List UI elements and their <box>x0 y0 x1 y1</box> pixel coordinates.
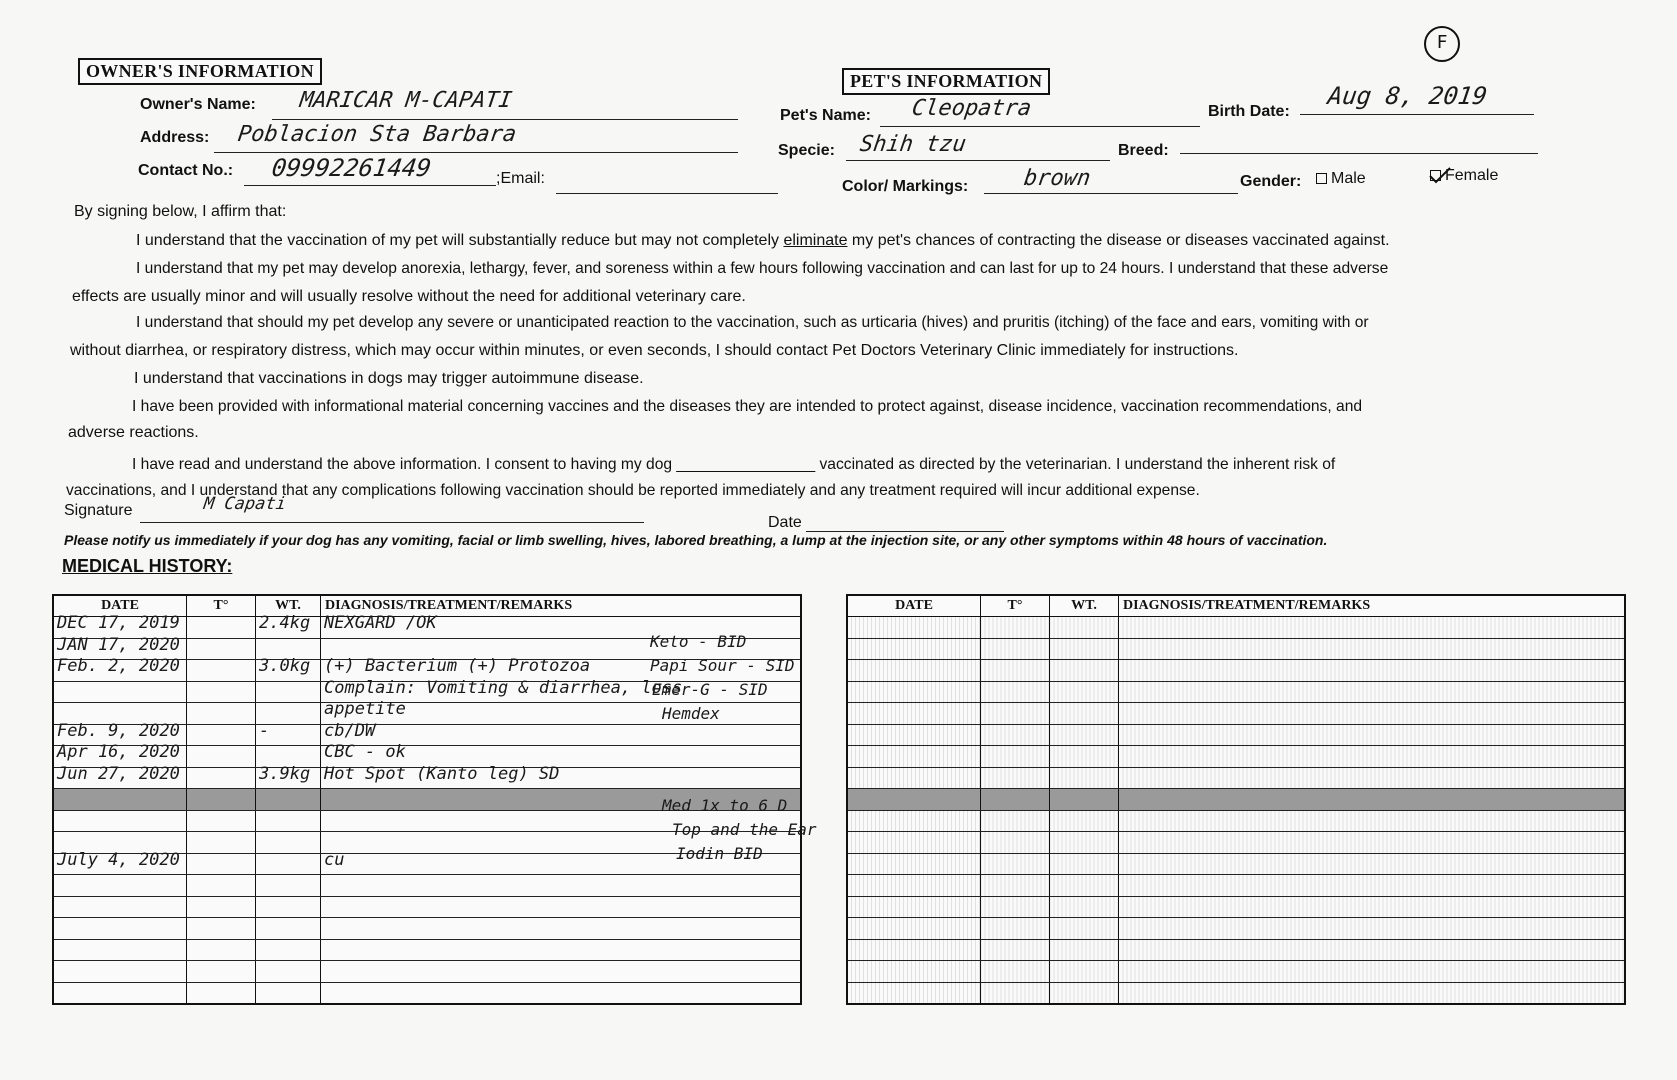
cell-wt[interactable] <box>256 961 321 983</box>
side-note: Iodin BID <box>676 844 763 863</box>
cell-temp[interactable] <box>187 832 256 854</box>
table-row <box>847 810 1625 832</box>
empty-cell[interactable] <box>1119 896 1626 918</box>
address-label: Address: <box>140 129 210 146</box>
specie-value: Shih tzu <box>858 132 968 157</box>
col-weight: WT. <box>256 595 321 617</box>
col-remarks-right: DIAGNOSIS/TREATMENT/REMARKS <box>1119 595 1626 617</box>
empty-cell[interactable] <box>847 724 981 746</box>
consent-paragraph-3a: I understand that should my pet develop any severe or unanticipated reaction to the vaccination, such as urticaria (hives) and pruritis (itching) of the face and ears, vomiting with or <box>136 314 1369 331</box>
consent-paragraph-3b: without diarrhea, or respiratory distress, which may occur within minutes, or even seconds, I should contact Pet Doctors Veterinary Clinic immediately for instructions. <box>70 342 1239 359</box>
empty-cell[interactable] <box>981 638 1050 660</box>
empty-cell[interactable] <box>1050 638 1119 660</box>
cell-remarks-text: cu <box>324 849 345 870</box>
empty-cell[interactable] <box>1050 681 1119 703</box>
cell-temp[interactable] <box>187 746 256 768</box>
cell-remarks[interactable] <box>321 699 802 725</box>
empty-cell[interactable] <box>981 853 1050 875</box>
cell-date-text: JAN 17, 2020 <box>57 634 180 655</box>
consent-paragraph-4: I understand that vaccinations in dogs may trigger autoimmune disease. <box>134 370 644 387</box>
cell-remarks[interactable] <box>321 875 802 897</box>
table-row <box>847 939 1625 961</box>
color-markings-value: brown <box>1022 166 1092 191</box>
empty-cell[interactable] <box>1119 681 1626 703</box>
cell-remarks[interactable] <box>321 918 802 940</box>
empty-cell[interactable] <box>1119 853 1626 875</box>
empty-cell[interactable] <box>1050 810 1119 832</box>
table-row <box>847 746 1625 768</box>
breed-line[interactable] <box>1180 153 1538 154</box>
col-temp-right: T° <box>981 595 1050 617</box>
address-value: Poblacion Sta Barbara <box>236 122 518 147</box>
empty-cell[interactable] <box>981 875 1050 897</box>
cell-remarks[interactable] <box>321 763 802 789</box>
contact-label: Contact No.: <box>138 162 234 179</box>
cell-wt[interactable] <box>256 810 321 832</box>
empty-cell[interactable] <box>847 918 981 940</box>
cell-date[interactable] <box>53 982 187 1004</box>
empty-cell[interactable] <box>1119 767 1626 789</box>
empty-cell[interactable] <box>981 961 1050 983</box>
birth-date-label: Birth Date: <box>1208 103 1290 120</box>
female-label: Female <box>1445 167 1499 184</box>
col-temp: T° <box>187 595 256 617</box>
empty-cell[interactable] <box>847 746 981 768</box>
table-row <box>847 724 1625 746</box>
cell-date[interactable] <box>53 849 187 875</box>
specie-line[interactable] <box>846 160 1110 161</box>
cell-date[interactable] <box>53 681 187 703</box>
medical-history-table-right <box>846 594 1626 1005</box>
table-row <box>847 896 1625 918</box>
empty-cell[interactable] <box>847 896 981 918</box>
empty-cell[interactable] <box>981 918 1050 940</box>
table-row <box>847 638 1625 660</box>
side-note: Hemdex <box>662 704 720 723</box>
empty-cell[interactable] <box>1119 638 1626 660</box>
empty-cell[interactable] <box>1050 703 1119 725</box>
cell-date-text: Feb. 9, 2020 <box>57 720 180 741</box>
empty-cell[interactable] <box>981 767 1050 789</box>
empty-cell[interactable] <box>981 703 1050 725</box>
dog-name-blank[interactable]: ________________ <box>676 456 816 473</box>
cell-date[interactable] <box>53 961 187 983</box>
table-row <box>847 832 1625 854</box>
cell-date[interactable] <box>53 918 187 940</box>
table-row <box>53 918 801 940</box>
color-markings-line[interactable] <box>984 193 1238 194</box>
empty-cell[interactable] <box>1119 982 1626 1004</box>
empty-cell[interactable] <box>1119 724 1626 746</box>
empty-cell[interactable] <box>1119 810 1626 832</box>
male-label: Male <box>1331 170 1366 187</box>
cell-remarks[interactable] <box>321 896 802 918</box>
pet-name-line[interactable] <box>880 126 1200 127</box>
pets-information-title: PET'S INFORMATION <box>842 68 1050 95</box>
email-label: ;Email: <box>496 170 545 187</box>
cell-remarks-text: (+) Bacterium (+) Protozoa <box>324 656 591 676</box>
empty-cell[interactable] <box>1050 982 1119 1004</box>
empty-cell[interactable] <box>981 681 1050 703</box>
cell-date-text: Feb. 2, 2020 <box>57 656 180 676</box>
owners-information-title: OWNER'S INFORMATION <box>78 58 322 85</box>
cell-wt[interactable] <box>256 832 321 854</box>
cell-remarks[interactable] <box>321 961 802 983</box>
cell-wt[interactable] <box>256 875 321 897</box>
table-row <box>53 875 801 897</box>
col-date: DATE <box>53 595 187 617</box>
cell-date[interactable] <box>53 656 187 682</box>
empty-cell[interactable] <box>847 875 981 897</box>
side-note: Emer-G - SID <box>652 680 768 699</box>
empty-cell[interactable] <box>981 810 1050 832</box>
cell-temp[interactable] <box>187 789 256 811</box>
empty-cell[interactable] <box>1050 853 1119 875</box>
empty-cell[interactable] <box>847 832 981 854</box>
empty-cell[interactable] <box>847 681 981 703</box>
breed-label: Breed: <box>1118 142 1169 159</box>
table-row <box>847 918 1625 940</box>
empty-cell[interactable] <box>847 703 981 725</box>
empty-cell[interactable] <box>981 660 1050 682</box>
consent-paragraph-2b: effects are usually minor and will usually resolve without the need for additional veterinary care. <box>72 288 746 305</box>
cell-date-text: Apr 16, 2020 <box>57 742 180 762</box>
table-row <box>53 767 801 789</box>
table-row <box>847 982 1625 1004</box>
cell-wt-text: 3.0kg <box>259 656 311 676</box>
table-row <box>53 982 801 1004</box>
cell-wt[interactable] <box>256 789 321 811</box>
side-note: Med 1x to 6 D <box>662 796 788 815</box>
empty-cell[interactable] <box>1119 832 1626 854</box>
empty-cell[interactable] <box>1119 918 1626 940</box>
side-note: Keto - BID <box>650 632 747 651</box>
table-row <box>847 789 1625 811</box>
table-row <box>847 660 1625 682</box>
cell-temp[interactable] <box>187 767 256 789</box>
empty-cell[interactable] <box>1119 875 1626 897</box>
cell-wt-text: - <box>259 720 270 741</box>
cell-remarks-text: Complain: Vomiting & diarrhea, loss <box>324 677 683 698</box>
empty-cell[interactable] <box>1050 918 1119 940</box>
empty-cell[interactable] <box>1050 767 1119 789</box>
gender-label: Gender: <box>1240 173 1302 190</box>
empty-cell[interactable] <box>1119 617 1626 639</box>
cell-temp[interactable] <box>187 810 256 832</box>
table-row <box>847 703 1625 725</box>
cell-wt[interactable] <box>256 939 321 961</box>
gender-male-option[interactable] <box>1316 170 1366 188</box>
signature-label: Signature <box>64 502 133 519</box>
empty-cell[interactable] <box>981 896 1050 918</box>
empty-cell[interactable] <box>1119 961 1626 983</box>
cell-date[interactable] <box>53 789 187 811</box>
cell-wt[interactable] <box>256 982 321 1004</box>
birth-date-value: Aug 8, 2019 <box>1326 82 1489 110</box>
side-note: Top and the Ear <box>672 820 817 839</box>
table-row <box>847 681 1625 703</box>
cell-date[interactable] <box>53 810 187 832</box>
pet-name-value: Cleopatra <box>910 96 1033 121</box>
pet-name-label: Pet's Name: <box>780 107 871 124</box>
cell-wt[interactable] <box>256 918 321 940</box>
cell-date[interactable] <box>53 763 187 789</box>
cell-temp[interactable] <box>187 681 256 703</box>
empty-cell[interactable] <box>847 810 981 832</box>
cell-date-text: DEC 17, 2019 <box>57 613 180 633</box>
male-checkbox[interactable] <box>1316 173 1327 184</box>
empty-cell[interactable] <box>1119 789 1626 811</box>
owner-name-value: MARICAR M-CAPATI <box>298 88 514 113</box>
consent-paragraph-6a: I have read and understand the above information. I consent to having my dog ________________ vaccinated as directed by the veterinarian. I understand the inherent risk of <box>132 456 1336 473</box>
cell-date[interactable] <box>53 896 187 918</box>
consent-paragraph-5a: I have been provided with informational material concerning vaccines and the diseases they are intended to protect against, disease incidence, vaccination recommendations, and <box>132 398 1363 415</box>
cell-temp[interactable] <box>187 853 256 875</box>
cell-wt-text: 3.9kg <box>259 763 311 784</box>
cell-remarks-text: NEXGARD /OK <box>324 613 437 633</box>
owner-name-line[interactable] <box>272 119 738 120</box>
cell-date[interactable] <box>53 939 187 961</box>
empty-cell[interactable] <box>981 746 1050 768</box>
empty-cell[interactable] <box>1050 875 1119 897</box>
empty-cell[interactable] <box>847 789 981 811</box>
date-label: Date <box>768 514 802 531</box>
cell-remarks[interactable] <box>321 939 802 961</box>
cell-wt[interactable] <box>256 656 321 682</box>
empty-cell[interactable] <box>847 982 981 1004</box>
medical-history-title: MEDICAL HISTORY: <box>62 556 233 576</box>
cell-wt[interactable] <box>256 763 321 789</box>
table-row <box>847 767 1625 789</box>
table-row <box>847 617 1625 639</box>
col-remarks: DIAGNOSIS/TREATMENT/REMARKS <box>321 595 802 617</box>
cell-temp[interactable] <box>187 703 256 725</box>
consent-paragraph-1: I understand that the vaccination of my pet will substantially reduce but may not completely eliminate my pet's chances of contracting the disease or diseases vaccinated against. <box>136 232 1390 249</box>
cell-wt-text: 2.4kg <box>259 613 311 633</box>
cell-remarks-text: Hot Spot (Kanto leg) SD <box>324 763 560 784</box>
empty-cell[interactable] <box>981 982 1050 1004</box>
signature-value: M Capati <box>202 494 288 514</box>
consent-paragraph-2a: I understand that my pet may develop anorexia, lethargy, fever, and soreness within a few hours following vaccination and can last for up to 24 hours. I understand that these adverse <box>136 260 1389 277</box>
symptom-notice: Please notify us immediately if your dog has any vomiting, facial or limb swelling, hives, labored breathing, a lump at the injection site, or any other symptoms within 48 hours of vaccination. <box>64 532 1328 548</box>
cell-wt[interactable] <box>256 853 321 875</box>
cell-remarks-text: appetite <box>324 699 406 719</box>
empty-cell[interactable] <box>847 660 981 682</box>
cell-remarks-text: cb/DW <box>324 720 376 741</box>
empty-cell[interactable] <box>1050 789 1119 811</box>
table-row <box>53 939 801 961</box>
cell-temp[interactable] <box>187 961 256 983</box>
empty-cell[interactable] <box>1050 746 1119 768</box>
empty-cell[interactable] <box>1050 896 1119 918</box>
empty-cell[interactable] <box>981 789 1050 811</box>
cell-date-text: Jun 27, 2020 <box>57 763 180 784</box>
cell-date[interactable] <box>53 875 187 897</box>
cell-temp[interactable] <box>187 939 256 961</box>
empty-cell[interactable] <box>847 767 981 789</box>
table-row <box>53 961 801 983</box>
side-note: Papi Sour - SID <box>650 656 795 675</box>
empty-cell[interactable] <box>1050 939 1119 961</box>
color-markings-label: Color/ Markings: <box>842 178 969 195</box>
empty-cell[interactable] <box>1050 961 1119 983</box>
empty-cell[interactable] <box>847 638 981 660</box>
cell-temp[interactable] <box>187 617 256 639</box>
empty-cell[interactable] <box>981 939 1050 961</box>
signature-line[interactable] <box>140 522 644 523</box>
table-row <box>847 961 1625 983</box>
birth-date-line[interactable] <box>1300 114 1534 115</box>
empty-cell[interactable] <box>981 832 1050 854</box>
affirm-intro: By signing below, I affirm that: <box>74 203 287 220</box>
cell-wt[interactable] <box>256 681 321 703</box>
contact-value: 09992261449 <box>270 154 433 182</box>
cell-temp[interactable] <box>187 918 256 940</box>
owner-name-label: Owner's Name: <box>140 96 256 113</box>
col-date-right: DATE <box>847 595 981 617</box>
empty-cell[interactable] <box>1050 660 1119 682</box>
empty-cell[interactable] <box>1119 660 1626 682</box>
specie-label: Specie: <box>778 142 835 159</box>
cell-wt[interactable] <box>256 720 321 746</box>
empty-cell[interactable] <box>1050 832 1119 854</box>
cell-remarks[interactable] <box>321 982 802 1004</box>
empty-cell[interactable] <box>1050 724 1119 746</box>
contact-line[interactable] <box>244 185 496 186</box>
col-weight-right: WT. <box>1050 595 1119 617</box>
email-line[interactable] <box>556 193 778 194</box>
consent-paragraph-6b: vaccinations, and I understand that any complications following vaccination should be reported immediately and any treatment required will incur additional expense. <box>66 482 1200 499</box>
address-line[interactable] <box>214 152 738 153</box>
empty-cell[interactable] <box>981 617 1050 639</box>
empty-cell[interactable] <box>847 853 981 875</box>
cell-wt[interactable] <box>256 613 321 639</box>
cell-date-text: July 4, 2020 <box>57 849 180 870</box>
empty-cell[interactable] <box>1119 746 1626 768</box>
table-row <box>847 853 1625 875</box>
empty-cell[interactable] <box>1119 703 1626 725</box>
cell-remarks-text: CBC - ok <box>324 742 406 762</box>
female-check-mark-icon <box>1428 166 1452 186</box>
empty-cell[interactable] <box>847 939 981 961</box>
cell-temp[interactable] <box>187 896 256 918</box>
cell-wt[interactable] <box>256 896 321 918</box>
empty-cell[interactable] <box>1050 617 1119 639</box>
empty-cell[interactable] <box>1119 939 1626 961</box>
table-row <box>847 875 1625 897</box>
empty-cell[interactable] <box>847 617 981 639</box>
cell-temp[interactable] <box>187 724 256 746</box>
empty-cell[interactable] <box>847 961 981 983</box>
cell-temp[interactable] <box>187 875 256 897</box>
empty-cell[interactable] <box>981 724 1050 746</box>
cell-temp[interactable] <box>187 660 256 682</box>
cell-temp[interactable] <box>187 982 256 1004</box>
table-row <box>53 896 801 918</box>
consent-paragraph-5b: adverse reactions. <box>68 424 199 441</box>
circled-mark: F <box>1424 26 1460 62</box>
cell-temp[interactable] <box>187 638 256 660</box>
